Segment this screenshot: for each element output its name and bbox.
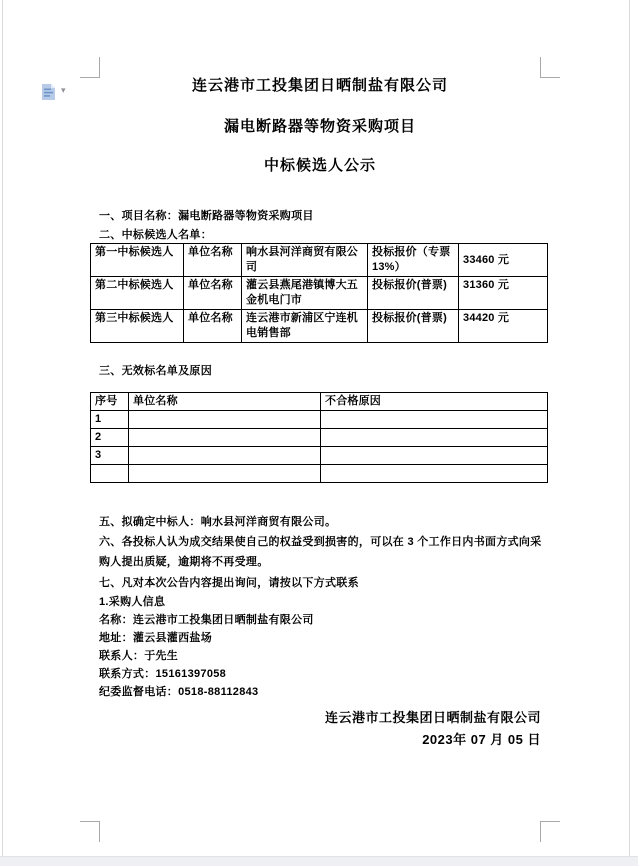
invalid-no <box>91 465 129 483</box>
page-right-edge <box>629 0 630 856</box>
invalid-col-unit: 单位名称 <box>129 393 321 411</box>
margin-mark-bottom-left-icon <box>80 821 100 842</box>
candidate-unit-name: 响水县河洋商贸有限公司 <box>242 244 368 277</box>
candidate-row-2 <box>91 277 548 310</box>
paste-options-button[interactable] <box>41 83 66 101</box>
invalid-unit <box>129 465 321 483</box>
signature-block <box>99 707 541 751</box>
margin-mark-bottom-right-icon <box>540 821 560 842</box>
doc-title-project: 漏电断路器等物资采购项目 <box>223 118 416 135</box>
invalid-reason <box>321 447 548 465</box>
candidate-price-label: 投标报价(普票) <box>368 277 459 310</box>
purchaser-phone: 联系方式：15161397058 <box>99 668 227 680</box>
section-5-winner: 五、拟确定中标人：响水县河洋商贸有限公司。 <box>99 516 337 528</box>
invalid-no: 2 <box>91 429 129 447</box>
purchaser-name: 名称：连云港市工投集团日晒制盐有限公司 <box>99 614 314 626</box>
invalid-reason <box>321 411 548 429</box>
invalid-no: 3 <box>91 447 129 465</box>
margin-mark-top-right-icon <box>540 57 560 78</box>
invalid-reason <box>321 465 548 483</box>
candidate-unit-label: 单位名称 <box>184 277 242 310</box>
invalid-col-reason: 不合格原因 <box>321 393 548 411</box>
section-6-dispute: 六、各投标人认为成交结果使自己的权益受到损害的，可以在 3 个工作日内书面方式向采购人提出质疑，逾期将不再受理。 <box>99 536 542 568</box>
purchaser-address: 地址：灌云县灌西盐场 <box>99 632 212 644</box>
paste-options-icon <box>41 83 56 101</box>
invalid-unit <box>129 429 321 447</box>
candidate-price-label: 投标报价（专票13%） <box>368 244 459 277</box>
doc-title-company: 连云港市工投集团日晒制盐有限公司 <box>191 77 448 94</box>
chevron-down-icon[interactable]: ▾ <box>61 85 66 95</box>
candidate-unit-label: 单位名称 <box>184 244 242 277</box>
invalid-header-row <box>91 393 548 411</box>
candidate-row-1 <box>91 244 548 277</box>
invalid-no: 1 <box>91 411 129 429</box>
invalid-reason <box>321 429 548 447</box>
candidate-price: 33460 元 <box>459 244 548 277</box>
invalid-unit <box>129 447 321 465</box>
candidate-unit-name: 连云港市新浦区宁连机电销售部 <box>242 310 368 343</box>
purchaser-contact-person: 联系人：于先生 <box>99 650 179 662</box>
signature-company: 连云港市工投集团日晒制盐有限公司 <box>324 710 541 725</box>
candidate-unit-name: 灌云县燕尾港镇博大五金机电门市 <box>242 277 368 310</box>
candidates-table <box>90 243 548 343</box>
doc-title-announce: 中标候选人公示 <box>263 157 376 174</box>
section-3-invalid-head: 三、无效标名单及原因 <box>99 365 212 377</box>
margin-mark-top-left-icon <box>80 57 100 78</box>
section-2-candidates-head: 二、中标候选人名单： <box>99 229 212 241</box>
candidate-row-3 <box>91 310 548 343</box>
invalid-row-4 <box>91 465 548 483</box>
candidate-price: 34420 元 <box>459 310 548 343</box>
candidate-price: 31360 元 <box>459 277 548 310</box>
invalid-bids-table <box>90 392 548 483</box>
page-left-edge <box>2 0 3 856</box>
section-7-contact: 七、凡对本次公告内容提出询问，请按以下方式联系 <box>99 577 359 589</box>
candidate-price-label: 投标报价(普票) <box>368 310 459 343</box>
supervision-phone: 纪委监督电话：0518-88112843 <box>99 686 259 698</box>
purchaser-info-heading: 1.采购人信息 <box>99 596 166 608</box>
invalid-unit <box>129 411 321 429</box>
section-1-project-name: 一、项目名称：漏电断路器等物资采购项目 <box>99 210 314 222</box>
candidate-rank: 第三中标候选人 <box>91 310 184 343</box>
invalid-row-1 <box>91 411 548 429</box>
invalid-row-3 <box>91 447 548 465</box>
invalid-col-no: 序号 <box>91 393 129 411</box>
candidate-rank: 第二中标候选人 <box>91 277 184 310</box>
candidate-unit-label: 单位名称 <box>184 310 242 343</box>
invalid-row-2 <box>91 429 548 447</box>
candidate-rank: 第一中标候选人 <box>91 244 184 277</box>
signature-date: 2023年 07 月 05 日 <box>422 732 541 747</box>
